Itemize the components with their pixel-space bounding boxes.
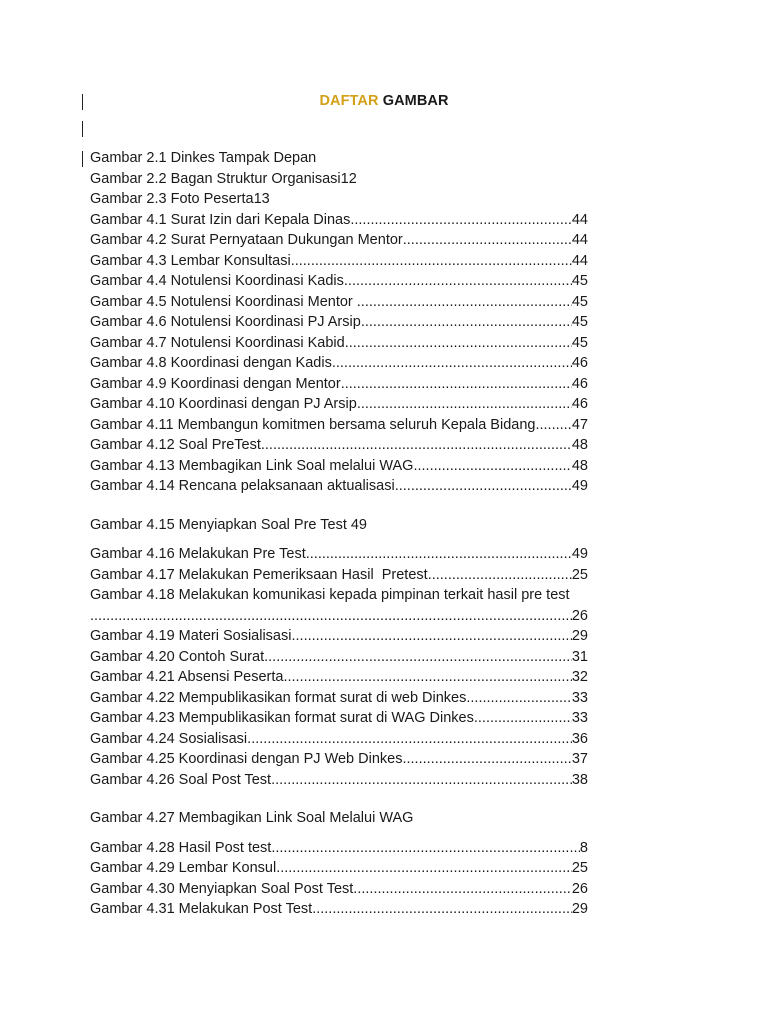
toc-entry-label: Gambar 4.23 Mempublikasikan format surat di WAG Dinkes bbox=[90, 710, 474, 726]
toc-leader-dots bbox=[306, 544, 572, 565]
toc-leader-dots bbox=[312, 899, 572, 920]
toc-page-number: 47 bbox=[571, 416, 588, 433]
toc-page-number: 32 bbox=[571, 669, 588, 685]
toc-entry-label: Gambar 4.8 Koordinasi dengan Kadis bbox=[90, 355, 332, 371]
toc-leader-dots bbox=[344, 271, 572, 292]
toc-page-number: 25 bbox=[571, 860, 588, 876]
title-part-gambar: GAMBAR bbox=[382, 93, 449, 109]
toc-page-number: 48 bbox=[571, 457, 588, 474]
toc-entry-label: Gambar 4.2 Surat Pernyataan Dukungan Mentor bbox=[90, 232, 403, 248]
toc-page-number: 29 bbox=[571, 628, 588, 644]
toc-entry[interactable] bbox=[90, 271, 588, 292]
toc-entry-label: Gambar 4.25 Koordinasi dengan PJ Web Dinkes bbox=[90, 751, 403, 767]
toc-entry-label: Gambar 4.1 Surat Izin dari Kepala Dinas bbox=[90, 211, 351, 228]
toc-entry-label: Gambar 4.26 Soal Post Test bbox=[90, 771, 272, 788]
toc-page-number: 49 bbox=[571, 478, 588, 494]
toc-entry[interactable] bbox=[90, 435, 588, 456]
toc-entry-label: Gambar 4.31 Melakukan Post Test bbox=[90, 901, 313, 917]
toc-leader-dots bbox=[474, 708, 572, 729]
text-cursor-mark bbox=[82, 151, 83, 167]
toc-entry-label: Gambar 4.9 Koordinasi dengan Mentor bbox=[90, 375, 341, 392]
toc-leader-dots bbox=[402, 749, 571, 770]
toc-entry-label: Gambar 4.10 Koordinasi dengan PJ Arsip bbox=[90, 396, 357, 412]
toc-entry[interactable] bbox=[90, 808, 588, 829]
toc-page-number: 48 bbox=[571, 437, 588, 453]
toc-entry[interactable] bbox=[90, 374, 588, 395]
text-cursor-mark bbox=[82, 121, 83, 137]
toc-entry[interactable] bbox=[90, 515, 588, 536]
toc-page-number: 44 bbox=[571, 232, 588, 248]
toc-entry[interactable] bbox=[90, 565, 588, 586]
toc-entry-label: Gambar 4.27 Membagikan Link Soal Melalui WAG bbox=[90, 810, 414, 826]
toc-leader-dots bbox=[413, 456, 571, 477]
toc-entry[interactable] bbox=[90, 333, 588, 354]
toc-leader-dots bbox=[332, 353, 572, 374]
toc-entry-label: Gambar 4.3 Lembar Konsultasi bbox=[90, 252, 291, 269]
toc-entry[interactable] bbox=[90, 251, 588, 272]
toc-leader-dots bbox=[403, 230, 572, 251]
toc-entry[interactable] bbox=[90, 688, 588, 709]
toc-page-number: 49 bbox=[571, 546, 588, 562]
toc-entry[interactable] bbox=[90, 899, 588, 920]
toc-page-number: 45 bbox=[571, 273, 588, 289]
toc-leader-dots bbox=[353, 879, 572, 900]
toc-page-number: 38 bbox=[571, 771, 588, 788]
toc-entry-label: Gambar 2.2 Bagan Struktur Organisasi12 bbox=[90, 170, 357, 187]
toc-entry[interactable] bbox=[90, 729, 588, 750]
toc-entry[interactable] bbox=[90, 148, 588, 169]
toc-page-number: 26 bbox=[571, 880, 588, 897]
toc-page-number: 46 bbox=[571, 375, 588, 392]
toc-entry[interactable] bbox=[90, 858, 588, 879]
toc-entry-label: Gambar 4.15 Menyiapkan Soal Pre Test 49 bbox=[90, 516, 368, 533]
toc-entry[interactable] bbox=[90, 210, 588, 231]
toc-entry[interactable] bbox=[90, 749, 588, 770]
toc-entry[interactable] bbox=[90, 770, 588, 791]
toc-leader-dots bbox=[291, 626, 571, 647]
toc-entry-label: Gambar 4.13 Membagikan Link Soal melalui WAG bbox=[90, 457, 414, 474]
toc-page-number: 26 bbox=[571, 607, 588, 624]
toc-leader-dots bbox=[428, 565, 572, 586]
toc-page-number: 45 bbox=[571, 314, 588, 330]
toc-entry-label: Gambar 4.30 Menyiapkan Soal Post Test bbox=[90, 880, 354, 897]
toc-entry-label: Gambar 4.6 Notulensi Koordinasi PJ Arsip bbox=[90, 314, 361, 330]
toc-entry[interactable] bbox=[90, 189, 588, 210]
toc-entry[interactable] bbox=[90, 312, 588, 333]
toc-leader-dots bbox=[90, 606, 572, 627]
toc-entry[interactable] bbox=[90, 667, 588, 688]
toc-leader-dots bbox=[271, 838, 580, 859]
toc-entry-label: Gambar 4.22 Mempublikasikan format surat di web Dinkes bbox=[90, 689, 467, 706]
toc-entry-label: Gambar 4.19 Materi Sosialisasi bbox=[90, 628, 292, 644]
toc-entry-label: Gambar 4.28 Hasil Post test bbox=[90, 839, 272, 856]
toc-entry-label: Gambar 4.29 Lembar Konsul bbox=[90, 860, 277, 876]
toc-leader-dots bbox=[276, 858, 572, 879]
toc-leader-dots bbox=[341, 374, 572, 395]
toc-entry-label: Gambar 2.3 Foto Peserta13 bbox=[90, 191, 270, 207]
toc-page-number: 36 bbox=[571, 730, 588, 747]
toc-leader-dots bbox=[361, 312, 572, 333]
toc-entry-label: Gambar 4.17 Melakukan Pemeriksaan Hasil Pretest bbox=[90, 566, 428, 583]
toc-entry[interactable] bbox=[90, 394, 588, 415]
title-part-daftar: DAFTAR bbox=[319, 93, 379, 109]
toc-entry-label: Gambar 4.12 Soal PreTest bbox=[90, 437, 261, 453]
toc-entry-label: Gambar 4.24 Sosialisasi bbox=[90, 730, 248, 747]
figure-list bbox=[90, 148, 588, 920]
toc-leader-dots bbox=[357, 394, 572, 415]
toc-leader-dots bbox=[535, 415, 571, 436]
toc-entry[interactable] bbox=[90, 838, 588, 859]
toc-page-number: 44 bbox=[571, 252, 588, 269]
toc-page-number: 8 bbox=[579, 839, 588, 856]
toc-leader-dots bbox=[283, 667, 571, 688]
toc-entry-label: Gambar 4.14 Rencana pelaksanaan aktualisasi bbox=[90, 478, 395, 494]
toc-entry[interactable] bbox=[90, 879, 588, 900]
toc-entry[interactable] bbox=[90, 476, 588, 497]
toc-entry[interactable] bbox=[90, 169, 588, 190]
toc-leader-dots bbox=[357, 292, 572, 313]
toc-page-number: 44 bbox=[571, 211, 588, 228]
toc-leader-dots bbox=[291, 251, 572, 272]
toc-page-number: 33 bbox=[571, 710, 588, 726]
toc-leader-dots bbox=[261, 435, 572, 456]
toc-page-number: 45 bbox=[571, 293, 588, 310]
toc-leader-dots bbox=[247, 729, 572, 750]
toc-entry[interactable] bbox=[90, 585, 588, 606]
toc-page-number: 37 bbox=[571, 751, 588, 767]
toc-entry[interactable] bbox=[90, 456, 588, 477]
toc-page-number: 45 bbox=[571, 334, 588, 351]
toc-leader-dots bbox=[271, 770, 572, 791]
toc-page-number: 46 bbox=[571, 396, 588, 412]
toc-entry[interactable] bbox=[90, 415, 588, 436]
toc-entry-label: Gambar 2.1 Dinkes Tampak Depan bbox=[90, 150, 317, 166]
toc-entry[interactable] bbox=[90, 230, 588, 251]
toc-entry[interactable] bbox=[90, 647, 588, 668]
page-title bbox=[0, 93, 768, 109]
toc-page-number: 46 bbox=[571, 355, 588, 371]
toc-page-number: 25 bbox=[571, 566, 588, 583]
toc-entry-label: Gambar 4.21 Absensi Peserta bbox=[90, 669, 284, 685]
toc-entry[interactable] bbox=[90, 292, 588, 313]
toc-entry-label: Gambar 4.4 Notulensi Koordinasi Kadis bbox=[90, 273, 344, 289]
toc-leader-dots bbox=[345, 333, 572, 354]
toc-entry[interactable] bbox=[90, 544, 588, 565]
toc-entry-label: Gambar 4.11 Membangun komitmen bersama seluruh Kepala Bidang bbox=[90, 416, 536, 433]
toc-entry[interactable] bbox=[90, 708, 588, 729]
toc-entry-label: Gambar 4.7 Notulensi Koordinasi Kabid bbox=[90, 334, 345, 351]
toc-page-number: 31 bbox=[571, 648, 588, 665]
toc-page-number: 33 bbox=[571, 689, 588, 706]
toc-entry-label: Gambar 4.18 Melakukan komunikasi kepada pimpinan terkait hasil pre test bbox=[90, 587, 570, 603]
toc-entry-label: Gambar 4.5 Notulensi Koordinasi Mentor bbox=[90, 293, 357, 310]
toc-entry[interactable] bbox=[90, 353, 588, 374]
toc-page-number: 29 bbox=[571, 901, 588, 917]
toc-leader-dots bbox=[264, 647, 572, 668]
toc-leader-dots bbox=[395, 476, 572, 497]
toc-entry-label: Gambar 4.20 Contoh Surat bbox=[90, 648, 265, 665]
toc-entry-label: Gambar 4.16 Melakukan Pre Test bbox=[90, 546, 306, 562]
toc-entry-continued[interactable] bbox=[90, 606, 588, 627]
toc-entry[interactable] bbox=[90, 626, 588, 647]
toc-leader-dots bbox=[466, 688, 572, 709]
toc-leader-dots bbox=[350, 210, 572, 231]
